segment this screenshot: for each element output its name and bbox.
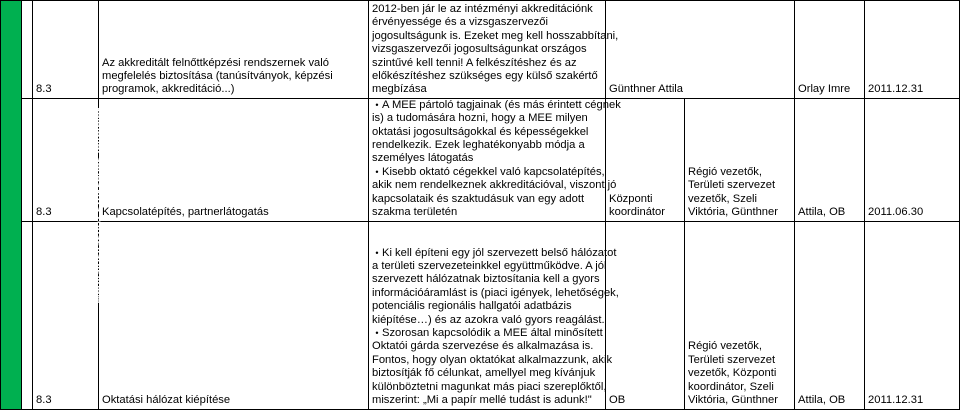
responsible-cell: Günthner Attila — [606, 1, 795, 99]
description-line: információáramlást is (piaci igények, lehetőségek, — [372, 286, 619, 299]
description-line: akik nem rendelkeznek akkreditációval, viszont jó — [372, 179, 617, 192]
description-line: oktatási jogosultságokkal és képességekkel — [372, 125, 589, 138]
description-line: vizsgaszervezői jogosultságunkat országos — [372, 43, 587, 56]
responsible-cell: Központi koordinátor — [606, 98, 685, 221]
topic-cell: Oktatási hálózat kiépítése — [99, 221, 369, 409]
description-line: a területi szervezeteinkkel együttműködve. A jól — [372, 260, 607, 273]
description-line: is) a tudomására hozni, hogy a MEE milyen — [372, 112, 588, 125]
description-line: előkészítéshez szükséges egy külső szakértő — [372, 70, 598, 83]
date-cell: 2011.12.31 — [865, 1, 960, 99]
description-line: különböztetni magunkat más piaci szereplőktől, — [372, 380, 607, 393]
description-cell — [369, 98, 621, 221]
row-number: 8.3 — [33, 1, 99, 99]
topic-line: megfelelés biztosítása (tanúsítványok, képzési — [102, 70, 333, 83]
description-line: Fontos, hogy olyan oktatókat alkalmazzunk, akik — [372, 353, 613, 366]
partner-cell: Régió vezetők, Területi szervezet vezetők, Szeli Viktória, Günthner — [685, 98, 795, 221]
spacer-cell — [22, 98, 33, 221]
description-line: biztosítják fő célunkat, amellyel meg kívánjuk — [372, 367, 596, 380]
description-line: megbízása — [372, 83, 427, 96]
bullet-line: • Kisebb oktató cégekkel való kapcsolatépítés, — [372, 166, 602, 179]
description-line: kiépítése…) és az azokra való gyors reagálást. — [372, 313, 605, 326]
topic-line: programok, akkreditáció...) — [102, 83, 235, 96]
date-cell: 2011.12.31 — [865, 221, 960, 409]
partner-cell: Orlay Imre — [795, 1, 865, 99]
description-line: miszerint: „Mi a papír mellé tudást is adunk!" — [372, 394, 592, 407]
bullet-line: • A MEE pártoló tagjainak (és más érintett cégnek — [372, 99, 602, 112]
description-line: személyes látogatás — [372, 152, 474, 165]
bullet-icon: • — [375, 99, 379, 110]
topic-cell: Kapcsolatépítés, partnerlátogatás — [99, 98, 369, 221]
description-line: érvényessége és a vizsgaszervezői — [372, 16, 548, 29]
partner-cell: Régió vezetők, Területi szervezet vezetők, Központi koordinátor, Szeli Viktória, Günthner — [685, 221, 795, 409]
topic-line: Az akkreditált felnőttképzési rendszernek való — [102, 56, 329, 69]
table-row — [1, 98, 960, 221]
description-line: kapcsolataik és szaktudásuk van egy adott — [372, 192, 585, 205]
topic-cell — [99, 1, 369, 99]
bullet-line: • Szorosan kapcsolódik a MEE által minősített — [372, 327, 602, 340]
table-row — [1, 221, 960, 409]
description-line: 2012-ben jár le az intézményi akkreditációnk — [372, 3, 593, 15]
bullet-icon: • — [375, 247, 379, 258]
side-label: Megvalósításhoz szükséges feltételek — [93, 106, 106, 304]
responsible-cell: OB — [606, 221, 685, 409]
spacer-cell — [22, 221, 33, 409]
date-cell: 2011.06.30 — [865, 98, 960, 221]
description-line: potenciális regionális hallgatói adatbázis — [372, 300, 572, 313]
description-cell — [369, 1, 619, 99]
bullet-icon: • — [375, 166, 379, 177]
description-line: szervezett hálózatnak biztosítania kell a gyors — [372, 273, 600, 286]
description-line: szakma területén — [372, 206, 458, 219]
description-line: rendelkezik. Ezek leghatékonyabb módja a — [372, 139, 585, 152]
bullet-line: • Ki kell építeni egy jól szervezett belső hálózatot — [372, 247, 602, 260]
description-line: szintűvé kell tenni! A felkészítéshez és az — [372, 56, 577, 69]
row-number: 8.3 — [33, 221, 99, 409]
bullet-icon: • — [375, 328, 379, 339]
table-row — [1, 1, 960, 99]
spacer-cell — [22, 1, 33, 99]
description-line: Oktatói gárda szervezése és alkalmazása is. — [372, 340, 594, 353]
partner-cell-tail: Attila, OB — [795, 221, 865, 409]
row-number: 8.3 — [33, 98, 99, 221]
partner-cell-tail: Attila, OB — [795, 98, 865, 221]
description-line: jogosultságunk is. Ezeket meg kell hosszabbítani, — [372, 29, 619, 42]
